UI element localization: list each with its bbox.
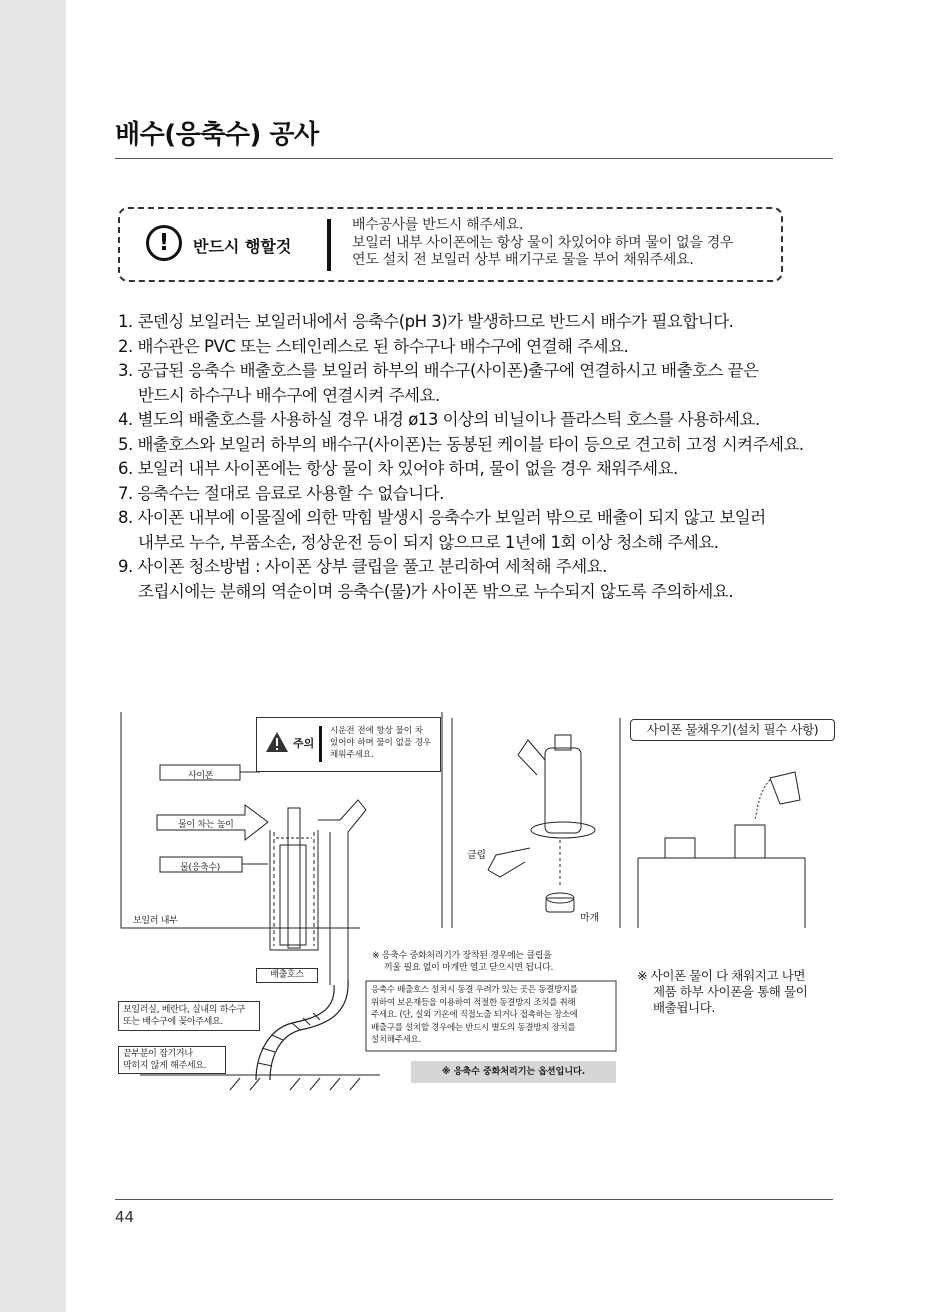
mandatory-notice-box	[118, 207, 783, 282]
freeze-note-line: 배출구를 설치할 경우에는 반드시 별도의 동결방지 장치를	[371, 1022, 576, 1033]
siphon-body-icon	[270, 800, 366, 985]
end-note-box	[118, 1046, 226, 1074]
caution-line: 있어야 하며 물이 없을 경우	[330, 738, 432, 748]
siphon-parts-panel	[452, 718, 620, 928]
page-title: 배수(응축수) 공사	[115, 120, 319, 150]
install-note-line: 또는 배수구에 꽂아주세요.	[123, 1017, 224, 1027]
end-note-line: 막히지 않게 해주세요.	[123, 1061, 207, 1071]
boiler-fill-illustration	[638, 772, 805, 928]
instruction-list	[118, 310, 804, 604]
list-item: 2. 배수관은 PVC 또는 스테인레스로 된 하수구나 배수구에 연결해 주세요.	[118, 336, 629, 356]
caution-divider	[319, 726, 322, 762]
siphon-fill-title: 사이폰 물채우기(설치 필수 사항)	[630, 719, 835, 741]
siphon-fill-note	[637, 968, 807, 1016]
notice-line: 연도 설치 전 보일러 상부 배기구로 물을 부어 채워주세요.	[352, 252, 694, 268]
list-item: 8. 사이폰 내부에 이물질에 의한 막힘 발생시 응축수가 보일러 밖으로 배출이 되지 않고 보일러	[118, 508, 766, 527]
clip-note-line: 끼울 필요 없이 마개만 열고 닫으시면 됩니다.	[384, 963, 554, 973]
fill-note-line: 제품 하부 사이폰을 통해 물이	[653, 984, 808, 999]
list-item: 6. 보일러 내부 사이폰에는 항상 물이 차 있어야 하며, 물이 없을 경우 채워주세요.	[118, 459, 678, 478]
clip-label: 클립	[467, 850, 486, 861]
caution-text	[330, 725, 431, 761]
clip-note	[372, 950, 553, 974]
fill-note-line: ※ 사이폰 물이 다 채워지고 나면	[637, 968, 806, 983]
list-item-continuation: 조립시에는 분해의 역순이며 응축수(물)가 사이폰 밖으로 누수되지 않도록 주의하세요.	[138, 581, 733, 601]
list-item: 4. 별도의 배출호스를 사용하실 경우 내경 ø13 이상의 비닐이나 플라스틱 호스를 사용하세요.	[118, 410, 760, 429]
list-item: 3. 공급된 응축수 배출호스를 보일러 하부의 배수구(사이폰)출구에 연결하시고 배출호스 끝은	[118, 361, 759, 380]
install-note-line: 보일러실, 베란다, 실내의 하수구	[123, 1005, 245, 1015]
caution-word: 주의	[293, 737, 315, 750]
notice-divider	[327, 219, 331, 271]
freeze-note	[371, 984, 578, 1047]
freeze-note-line: 주세요. (단, 실외 기온에 직접노출 되거나 접촉하는 장소에	[371, 1010, 578, 1020]
notice-text	[352, 217, 733, 270]
list-item: 7. 응축수는 절대로 음료로 사용할 수 없습니다.	[118, 483, 444, 503]
exclamation-circle-icon: !	[146, 225, 182, 261]
caution-line: 시운전 전에 항상 물이 차	[330, 726, 423, 736]
notice-line: 배수공사를 반드시 해주세요.	[352, 217, 524, 233]
notice-label: 반드시 행할것	[193, 237, 292, 256]
cap-label: 마개	[580, 913, 599, 924]
freeze-note-line: 응축수 배출호스 설치시 동결 우려가 있는 곳은 동결방지를	[371, 985, 578, 995]
end-note-line: 끝부분이 잠기거나	[123, 1049, 193, 1059]
freeze-note-line: 설치해주세요.	[371, 1035, 421, 1045]
list-item: 1. 콘덴싱 보일러는 보일러내에서 응축수(pH 3)가 발생하므로 반드시 배수가 필요합니다.	[118, 312, 734, 331]
floor-hatch	[140, 1075, 380, 1090]
list-item-continuation: 반드시 하수구나 배수구에 연결시켜 주세요.	[138, 385, 440, 405]
list-item: 9. 사이폰 청소방법 : 사이폰 상부 클립을 풀고 분리하여 세척해 주세요.	[118, 557, 607, 576]
notice-line: 보일러 내부 사이폰에는 항상 물이 차있어야 하며 물이 없을 경우	[352, 234, 734, 251]
boiler-inside-label: 보일러 내부	[133, 916, 178, 926]
caution-line: 채워주세요.	[330, 750, 374, 760]
option-note: ※ 응축수 중화처리기는 옵션입니다.	[411, 1061, 616, 1083]
freeze-note-line: 위하여 보온재등을 이용하여 적절한 동결방지 조치를 취해	[371, 997, 576, 1008]
fill-note-line: 배출됩니다.	[653, 1000, 715, 1015]
list-item-continuation: 내부로 누수, 부품소손, 정상운전 등이 되지 않으므로 1년에 1회 이상 청소해 주세요.	[138, 532, 719, 552]
title-divider	[115, 158, 833, 159]
caution-box	[256, 717, 441, 772]
install-note-box	[118, 1001, 260, 1031]
page-number: 44	[115, 1208, 135, 1226]
drain-hose-icon	[256, 980, 348, 1080]
list-item: 5. 배출호스와 보일러 하부의 배수구(사이폰)는 동봉된 케이블 타이 등으로 견고히 고정 시켜주세요.	[118, 434, 804, 454]
siphon-label: 사이폰	[188, 771, 214, 781]
water-label: 물(응축수)	[180, 863, 220, 873]
clip-note-line: ※ 응축수 중화처리기가 장착된 경우에는 클립을	[372, 951, 552, 961]
drain-hose-label: 배출호스	[256, 968, 318, 983]
footer-divider	[115, 1199, 833, 1200]
water-level-label: 물이 차는 높이	[178, 820, 234, 830]
warning-triangle-icon	[265, 731, 289, 753]
